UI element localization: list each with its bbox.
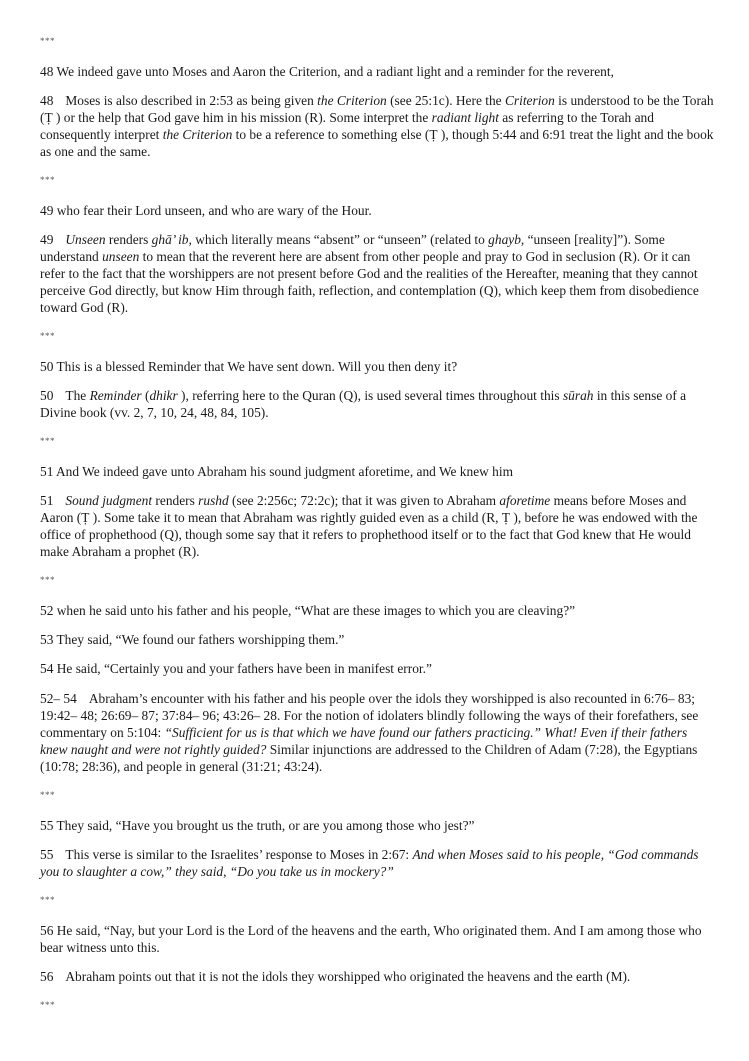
verse-56 — [40, 922, 716, 956]
italic-text: ghā’ ib, — [151, 231, 192, 247]
verse-text: He said, “Nay, but your Lord is the Lord of the heavens and the earth, Who originated them. And I am among those who bear witness unto this. — [40, 922, 702, 955]
section-separator: *** — [40, 575, 55, 586]
commentary-52–54 — [40, 690, 716, 775]
commentary-51 — [40, 492, 716, 560]
commentary-text: as referring to the Torah and consequently interpret — [40, 109, 654, 142]
verse-number: 53 — [40, 632, 54, 648]
italic-text: the Criterion — [162, 126, 233, 142]
commentary-text: ), referring here to the Quran (Q), is used several times throughout this — [177, 387, 563, 403]
italic-text: unseen — [102, 248, 140, 264]
verse-text: And We indeed gave unto Abraham his sound judgment aforetime, and We knew him — [56, 463, 513, 479]
commentary-text: to be a reference to something else (Ṭ ), though 5:44 and 6:91 treat the light and the book as one and the same. — [40, 126, 714, 159]
section-separator: *** — [40, 895, 55, 906]
verse-51 — [40, 463, 716, 480]
commentary-text: This verse is similar to the Israelites’ response to Moses in 2:67: — [65, 846, 413, 862]
verse-54 — [40, 660, 716, 677]
verse-number: 48 — [40, 63, 54, 79]
verse-text: We indeed gave unto Moses and Aaron the Criterion, and a radiant light and a reminder for the reverent, — [56, 63, 614, 79]
verse-text: This is a blessed Reminder that We have sent down. Will you then deny it? — [56, 358, 458, 374]
commentary-text: renders — [105, 231, 152, 247]
commentary-55 — [40, 846, 716, 880]
verse-text: who fear their Lord unseen, and who are wary of the Hour. — [56, 202, 372, 218]
commentary-text: means before Moses and Aaron (Ṭ ). Some take it to mean that Abraham was rightly guided even as a child (R, Ṭ ), before he was endowed with the office of prophethood (Q), though some say that it refers to prophethood itself or to the fact that God knew that He would make Abraham a prophet (R). — [40, 493, 698, 560]
verse-number: 49 — [40, 202, 54, 218]
verse-number: 51 — [40, 463, 54, 479]
verse-number: 54 — [40, 661, 54, 677]
verse-number: 56 — [40, 922, 54, 938]
italic-text: And when Moses said to his people, “God commands you to slaughter a cow,” they said, “Do you take us in mockery?” — [40, 846, 699, 879]
commentary-text: Similar injunctions are addressed to the Children of Adam (7:28), the Egyptians (10:78; 28:36), and people in general (31:21; 43:24). — [40, 741, 698, 774]
section-separator: *** — [40, 436, 55, 447]
commentary-text: renders — [152, 493, 199, 509]
commentary-number: 50 — [40, 387, 54, 403]
verse-text: when he said unto his father and his people, “What are these images to which you are cleaving?” — [56, 602, 576, 618]
verse-50 — [40, 358, 716, 375]
commentary-text: is understood to be the Torah (Ṭ ) or the help that God gave him in his mission (R). Some interpret the — [40, 92, 714, 125]
italic-text: radiant light — [431, 109, 499, 125]
verse-text: They said, “We found our fathers worshipping them.” — [56, 632, 345, 648]
italic-text: Reminder — [89, 387, 142, 403]
italic-text: Criterion — [504, 92, 555, 108]
commentary-text: “unseen [reality]”). Some understand — [40, 231, 665, 264]
commentary-number: 49 — [40, 231, 54, 247]
section-separator: *** — [40, 36, 55, 46]
verse-number: 52 — [40, 602, 54, 618]
commentary-text: ( — [141, 387, 150, 403]
commentary-text: which literally means “absent” or “unseen” (related to — [191, 231, 489, 247]
commentary-50 — [40, 387, 716, 421]
verse-text: They said, “Have you brought us the truth, or are you among those who jest?” — [56, 817, 475, 833]
commentary-text: in this sense of a Divine book (vv. 2, 7, 10, 24, 48, 84, 105). — [40, 387, 687, 420]
commentary-49 — [40, 231, 716, 316]
verse-49 — [40, 202, 716, 219]
commentary-text: (see 2:256c; 72:2c); that it was given to Abraham — [228, 493, 500, 509]
commentary-number: 56 — [40, 968, 54, 984]
commentary-text: to mean that the reverent here are absent from other people and pray to God in seclusion (R). Or it can refer to the fact that the worshippers are not present before God and the realities of the Hereafter, meaning that they cannot perceive God directly, but know Him through faith, reflection, and contemplation (Q), which keep them from disobedience toward God (R). — [40, 248, 699, 315]
italic-text: Unseen — [65, 231, 106, 247]
italic-text: rushd — [198, 493, 229, 509]
italic-text: dhikr — [149, 387, 178, 403]
italic-text: Sound judgment — [65, 493, 153, 509]
commentary-number: 52– 54 — [40, 690, 77, 706]
section-separator: *** — [40, 790, 55, 801]
italic-text: sūrah — [562, 387, 594, 403]
commentary-text: The — [65, 387, 90, 403]
italic-text: aforetime — [499, 493, 551, 509]
section-separator: *** — [40, 1000, 55, 1011]
italic-text: “Sufficient for us is that which we have found our fathers practicing.” What! Even if their fathers knew naught and were not rightly guided? — [40, 724, 688, 757]
commentary-number: 55 — [40, 846, 54, 862]
commentary-text: Abraham points out that it is not the idols they worshipped who originated the heavens and the earth (M). — [65, 968, 631, 984]
verse-number: 50 — [40, 358, 54, 374]
italic-text: ghayb, — [488, 231, 525, 247]
verse-52 — [40, 602, 716, 619]
document-page — [40, 33, 716, 1027]
commentary-text: (see 25:1c). Here the — [386, 92, 505, 108]
verse-53 — [40, 631, 716, 648]
commentary-number: 48 — [40, 92, 54, 108]
commentary-number: 51 — [40, 493, 54, 509]
verse-text: He said, “Certainly you and your fathers have been in manifest error.” — [56, 661, 432, 677]
commentary-48 — [40, 92, 716, 160]
section-separator: *** — [40, 331, 55, 342]
commentary-text: Abraham’s encounter with his father and his people over the idols they worshipped is also recounted in 6:76– 83; 19:42– 48; 26:69– 87; 37:84– 96; 43:26– 28. For the notion of idolaters blindly following the ways of their forefathers, see commentary on 5:104: — [40, 690, 699, 740]
italic-text: the Criterion — [317, 92, 387, 108]
verse-number: 55 — [40, 817, 54, 833]
verse-55 — [40, 817, 716, 834]
verse-48 — [40, 63, 716, 80]
commentary-text: Moses is also described in 2:53 as being given — [65, 92, 318, 108]
section-separator: *** — [40, 175, 55, 186]
commentary-56 — [40, 968, 716, 985]
